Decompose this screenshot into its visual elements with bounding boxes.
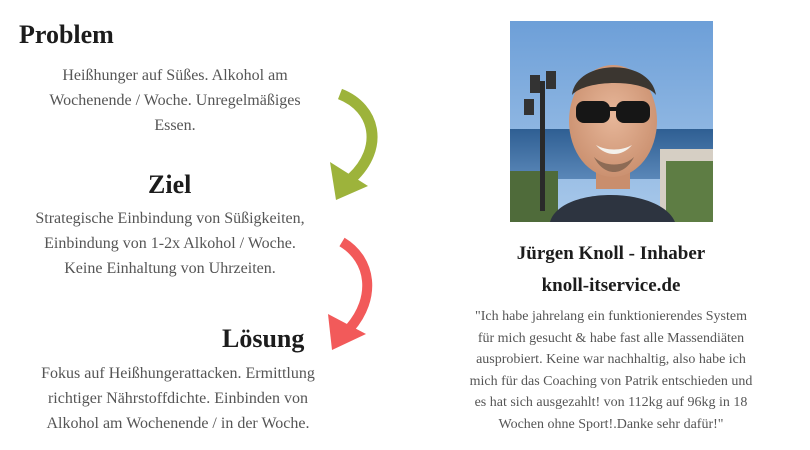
- quote-line: für mich gesucht & habe fast alle Massendiäten: [477, 330, 745, 346]
- goal-heading: Ziel: [148, 170, 192, 199]
- problem-description: [10, 63, 340, 138]
- goal-description: [0, 206, 340, 281]
- solution-line: Fokus auf Heißhungerattacken. Ermittlung: [41, 365, 315, 382]
- arrow-shaft: [340, 94, 372, 178]
- testimonial-name: Jürgen Knoll - Inhaber: [516, 243, 706, 264]
- portrait-image: [510, 21, 713, 222]
- problem-line: Wochenende / Woche. Unregelmäßiges: [49, 92, 301, 109]
- solution-description: [8, 361, 348, 436]
- quote-line: Wochen ohne Sport!.Danke sehr dafür!": [498, 416, 724, 432]
- goal-line: Einbindung von 1-2x Alkohol / Woche.: [44, 235, 296, 252]
- testimonial-website: knoll-itservice.de: [541, 275, 681, 296]
- arrow-shaft: [342, 242, 367, 328]
- curved-arrow-down-icon: [318, 86, 390, 204]
- quote-line: "Ich habe jahrelang ein funktionierendes System: [474, 309, 747, 324]
- problem-line: Essen.: [154, 117, 196, 134]
- goal-line: Keine Einhaltung von Uhrzeiten.: [64, 260, 276, 277]
- goal-line: Strategische Einbindung von Süßigkeiten,: [35, 210, 305, 227]
- problem-heading: Problem: [19, 20, 114, 49]
- problem-line: Heißhunger auf Süßes. Alkohol am: [62, 67, 288, 84]
- testimonial-quote: [441, 306, 781, 435]
- quote-line: es hat sich ausgezahlt! von 112kg auf 96kg in 18: [474, 395, 748, 410]
- quote-line: ausprobiert. Keine war nachhaltig, also habe ich: [476, 352, 746, 367]
- solution-heading: Lösung: [222, 324, 305, 353]
- solution-line: richtiger Nährstoffdichte. Einbinden von: [47, 390, 309, 407]
- testimonial-photo: [510, 21, 713, 222]
- solution-line: Alkohol am Wochenende / in der Woche.: [46, 415, 310, 432]
- quote-line: mich für das Coaching von Patrik entschieden und: [469, 373, 753, 389]
- curved-arrow-down-icon: [322, 236, 382, 354]
